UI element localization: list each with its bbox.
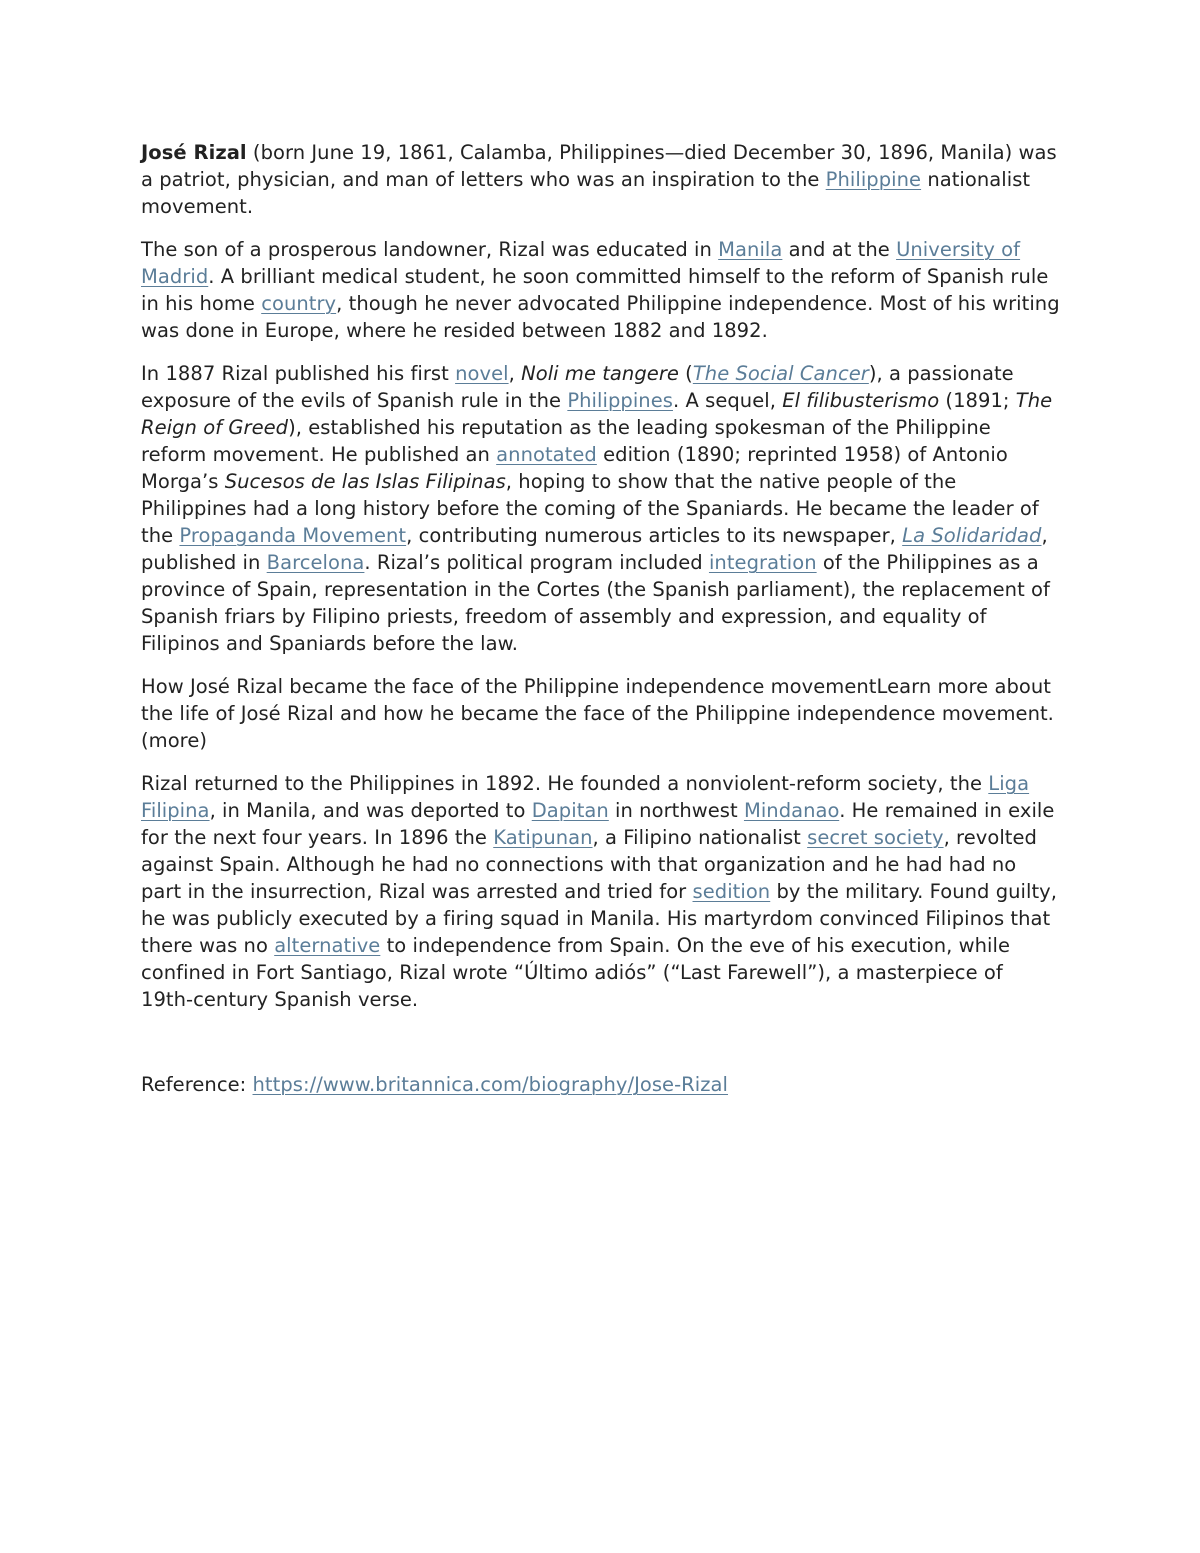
link-country[interactable]: country [261,292,337,315]
text-span: , revolted against Spain. Although he had no connections with that organization and he had had no part in the insurrection, Rizal was arrested and tried for [141,826,1037,903]
text-span: . A sequel, [672,389,783,412]
link-university-of-madrid[interactable]: University of Madrid [141,238,1021,288]
italic-title: Noli me tangere [521,362,679,385]
paragraph-exile-execution [141,770,1061,1013]
link-annotated[interactable]: annotated [496,443,597,466]
link-the-social-cancer[interactable]: The Social Cancer [692,362,869,385]
text-span: , hoping to show that the native people of the Philippines had a long history before the coming of the Spaniards. He became the leader of the [141,470,1039,547]
text-span: , though he never advocated Philippine independence. Most of his writing was done in Europe, where he resided between 1882 and 1892. [141,292,1060,342]
text-span: In 1887 Rizal published his first [141,362,456,385]
text-span: ), a passionate exposure of the evils of Spanish rule in the [141,362,1014,412]
text-span: , [508,362,522,385]
subject-name: José Rizal [141,141,247,164]
text-span: of the Philippines as a province of Spain, representation in the Cortes (the Spanish parliament), the replacement of Spanish friars by Filipino priests, freedom of assembly and expression, and equality of Filipinos and Spaniards before the law. [141,551,1050,655]
link-liga-filipina[interactable]: Liga Filipina [141,772,1030,822]
text-span: . A brilliant medical student, he soon committed himself to the reform of Spanish rule in his home [141,265,1049,315]
link-dapitan[interactable]: Dapitan [531,799,609,822]
paragraph-intro [141,139,1061,220]
text-span: . He remained in exile for the next four years. In 1896 the [141,799,1055,849]
link-novel[interactable]: novel [455,362,509,385]
text-span: edition (1890; reprinted 1958) of Antonio Morga’s [141,443,1008,493]
paragraph-education [141,236,1061,344]
link-propaganda-movement[interactable]: Propaganda Movement [179,524,407,547]
text-span: ), established his reputation as the leading spokesman of the Philippine reform movement. He published an [141,416,991,466]
text-span: , a Filipino nationalist [592,826,808,849]
reference-label: Reference: [141,1073,253,1096]
text-span: Rizal returned to the Philippines in 1892. He founded a nonviolent-reform society, the [141,772,989,795]
text-span: , published in [141,524,1048,574]
text-span: (born June 19, 1861, Calamba, Philippines—died December 30, 1896, Manila) was a patriot, physician, and man of letters who was an inspiration to the [141,141,1057,191]
link-integration[interactable]: integration [708,551,817,574]
link-katipunan[interactable]: Katipunan [493,826,593,849]
link-alternative[interactable]: alternative [274,934,381,957]
italic-title: Sucesos de las Islas Filipinas [224,470,506,493]
text-span: ( [678,362,693,385]
italic-title: The Reign of Greed [141,389,1053,439]
text-span: nationalist movement. [141,168,1031,218]
text-span: The son of a prosperous landowner, Rizal was educated in [141,238,719,261]
link-manila[interactable]: Manila [718,238,783,261]
reference-link[interactable]: https://www.britannica.com/biography/Jose-Rizal [252,1073,729,1096]
italic-title: El filibusterismo [782,389,940,412]
link-philippine[interactable]: Philippine [825,168,922,191]
text-span: , in Manila, and was deported to [209,799,532,822]
link-la-solidaridad[interactable]: La Solidaridad [902,524,1042,547]
text-span: by the military. Found guilty, he was publicly executed by a firing squad in Manila. His martyrdom convinced Filipinos that there was no [141,880,1058,957]
paragraph-writings [141,360,1061,657]
document-body [141,139,1061,1114]
text-span: to independence from Spain. On the eve of his execution, while confined in Fort Santiago, Rizal wrote “Último adiós” (“Last Farewell”), a masterpiece of 19th-century Spanish verse. [141,934,1010,1011]
text-span: and at the [782,238,897,261]
link-secret-society[interactable]: secret society [807,826,944,849]
text-span: (1891; [939,389,1016,412]
link-mindanao[interactable]: Mindanao [743,799,840,822]
link-philippines[interactable]: Philippines [567,389,673,412]
text-span: . Rizal’s political program included [364,551,709,574]
text-span: , contributing numerous articles to its newspaper, [406,524,903,547]
paragraph-video-caption: How José Rizal became the face of the Philippine independence movementLearn more about the life of José Rizal and how he became the face of the Philippine independence movement.(more) [141,675,1054,752]
link-barcelona[interactable]: Barcelona [266,551,365,574]
text-span: in northwest [608,799,744,822]
reference-line [141,1071,1061,1098]
link-sedition[interactable]: sedition [692,880,771,903]
